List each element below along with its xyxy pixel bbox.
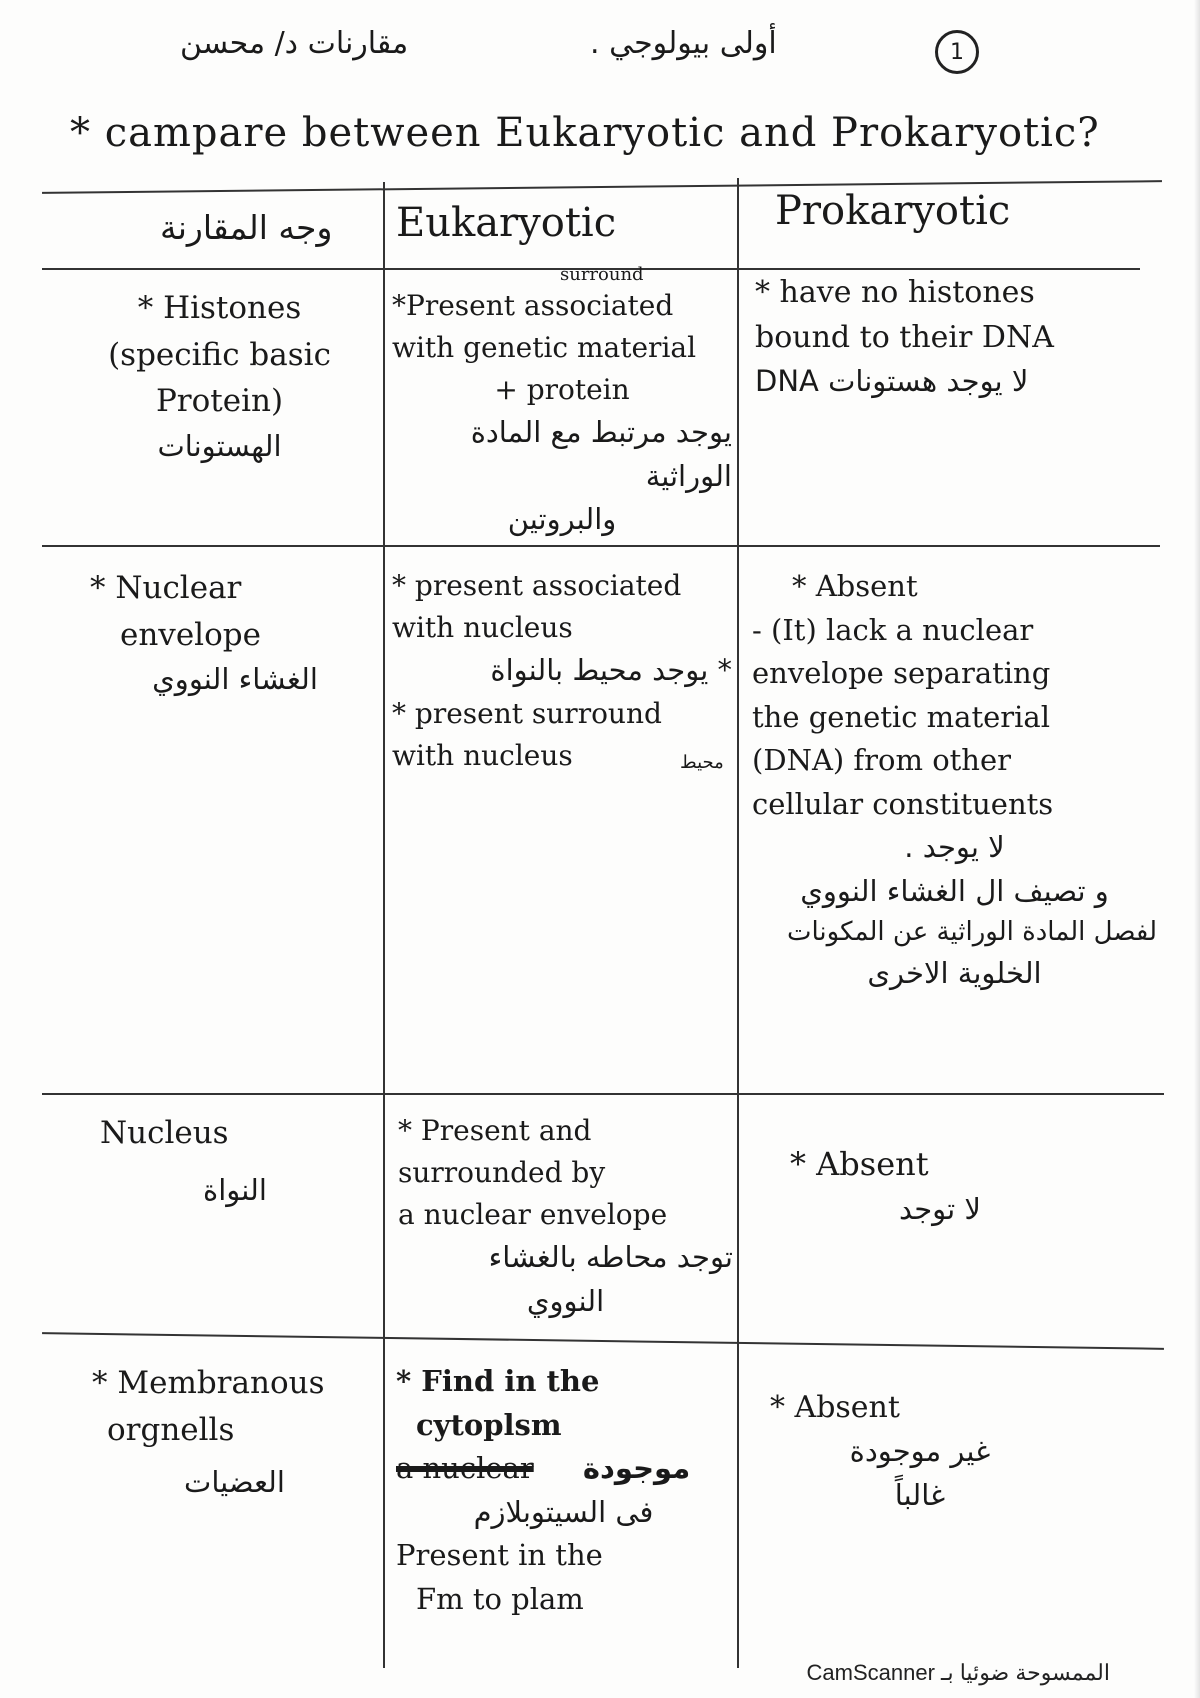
header-teacher: مقارنات د/ محسن (180, 26, 409, 61)
row-nucleus-eukaryotic: * Present and surrounded by a nuclear envelope توجد محاطه بالغشاء النووي (398, 1114, 733, 1318)
row-nuclear-envelope-eu-note: محيط (680, 752, 724, 773)
camscanner-watermark: الممسوحة ضوئيا بـ CamScanner (806, 1660, 1110, 1685)
row-organelles-prokaryotic: * Absent غير موجودة غالباً (770, 1390, 991, 1512)
row-histones-aspect: * Histones (specific basic Protein) الهستونات (108, 290, 331, 463)
row-nuclear-envelope-prokaryotic: * Absent - (It) lack a nuclear envelope separating the genetic material (DNA) from other cellular constituents لا يوجد . و تصيف ال الغشاء النووي لفصل المادة الوراثية عن المكونات الخلوية الاخرى (752, 569, 1157, 990)
question-title: * campare between Eukaryotic and Prokaryotic? (70, 110, 1100, 156)
row-histones-prokaryotic: * have no histones bound to their DNA لا يوجد هستونات DNA (755, 275, 1054, 398)
column-header-eukaryotic: Eukaryotic (396, 200, 617, 246)
column-divider-1 (383, 182, 385, 1668)
row-histones-eu-note: surround (560, 264, 644, 285)
struck-text: a nuclear (396, 1451, 534, 1485)
struck-text-ar: موجودة (582, 1451, 691, 1485)
row-nucleus-aspect: Nucleus النواة (100, 1115, 267, 1207)
row-divider-1 (42, 545, 1160, 547)
column-header-prokaryotic: Prokaryotic (775, 188, 1011, 234)
row-nuclear-envelope-aspect: * Nuclear envelope الغشاء النووي (90, 570, 318, 696)
row-organelles-aspect: * Membranous orgnells العضيات (92, 1365, 325, 1499)
row-divider-2 (42, 1093, 1164, 1095)
column-divider-2 (737, 178, 739, 1668)
row-nucleus-prokaryotic: * Absent لا توجد (790, 1145, 981, 1226)
column-header-aspect: وجه المقارنة (160, 208, 333, 247)
row-divider-3 (42, 1332, 1164, 1350)
row-histones-eukaryotic: *Present associated with genetic material + protein يوجد مرتبط مع المادة الوراثية والبروتين (392, 289, 732, 536)
header-course: أولى بيولوجي . (590, 26, 777, 61)
page-number: 1 (935, 30, 979, 74)
page-edge-shadow (1194, 0, 1200, 1698)
row-organelles-eukaryotic: * Find in the cytoplsm a nuclear موجودة فى السيتوبلازم Present in the Fm to plam (396, 1364, 691, 1616)
row-nuclear-envelope-eukaryotic: * present associated with nucleus * يوجد محيط بالنواة * present surround with nucleus (392, 569, 732, 772)
